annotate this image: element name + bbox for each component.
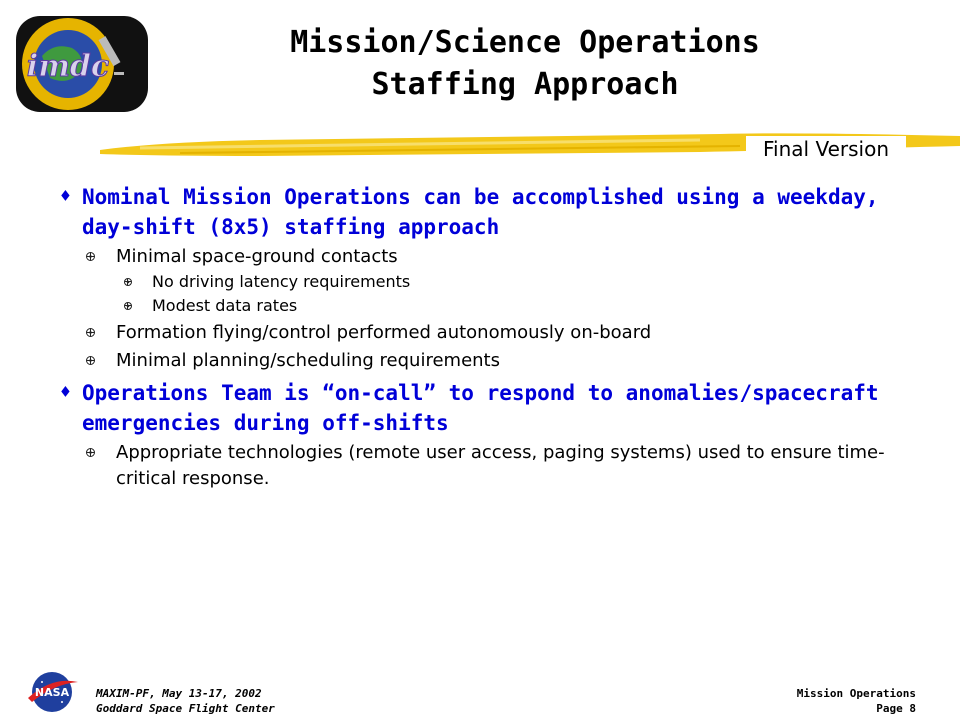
sub-point xyxy=(60,244,920,270)
sub-point xyxy=(60,348,920,374)
sub-point xyxy=(60,320,920,346)
main-point-1 xyxy=(60,182,920,242)
diamond-bullet-icon: ♦ xyxy=(60,186,71,207)
page-number: Page 8 xyxy=(876,702,916,715)
nasa-logo-text: NASA xyxy=(34,686,70,699)
page-title xyxy=(180,22,870,106)
title-line-1: Mission/Science Operations xyxy=(290,25,760,60)
sub-sub-point-text: Modest data rates xyxy=(152,296,298,315)
footer-left xyxy=(96,686,275,716)
sub-point-text: Minimal planning/scheduling requirements xyxy=(116,350,500,371)
footer-event: MAXIM-PF, May 13-17, 2002 xyxy=(96,687,262,700)
sub-point-text: Minimal space-ground contacts xyxy=(116,246,398,267)
slide-body xyxy=(60,182,920,492)
main-point-2-text: Operations Team is “on-call” to respond to anomalies/spacecraft emergencies during off-shifts xyxy=(82,381,879,435)
nasa-logo xyxy=(24,668,80,716)
main-point-2 xyxy=(60,378,920,438)
sub-point xyxy=(60,440,920,492)
circle-bullet-icon xyxy=(86,328,95,337)
footer-right xyxy=(797,686,916,716)
imdc-logo xyxy=(10,12,150,114)
main-point-1-text: Nominal Mission Operations can be accomplished using a weekday, day-shift (8x5) staffing approach xyxy=(82,185,879,239)
circle-bullet-icon xyxy=(86,356,95,365)
sub-point-text: Appropriate technologies (remote user access, paging systems) used to ensure time-critical response. xyxy=(116,442,885,489)
circle-bullet-icon xyxy=(124,278,132,286)
footer-section: Mission Operations xyxy=(796,687,916,700)
version-label: Final Version xyxy=(746,136,906,162)
imdc-logo-text: imdc xyxy=(26,49,110,84)
diamond-bullet-icon: ♦ xyxy=(60,382,71,403)
sub-sub-point-text: No driving latency requirements xyxy=(152,272,411,291)
footer-center: Goddard Space Flight Center xyxy=(96,702,275,715)
circle-bullet-icon xyxy=(86,252,95,261)
sub-sub-point xyxy=(60,270,920,294)
sub-point-text: Formation flying/control performed autonomously on-board xyxy=(116,322,652,343)
circle-bullet-icon xyxy=(124,302,132,310)
sub-sub-point xyxy=(60,294,920,318)
title-line-2: Staffing Approach xyxy=(371,67,679,102)
circle-bullet-icon xyxy=(86,448,95,457)
